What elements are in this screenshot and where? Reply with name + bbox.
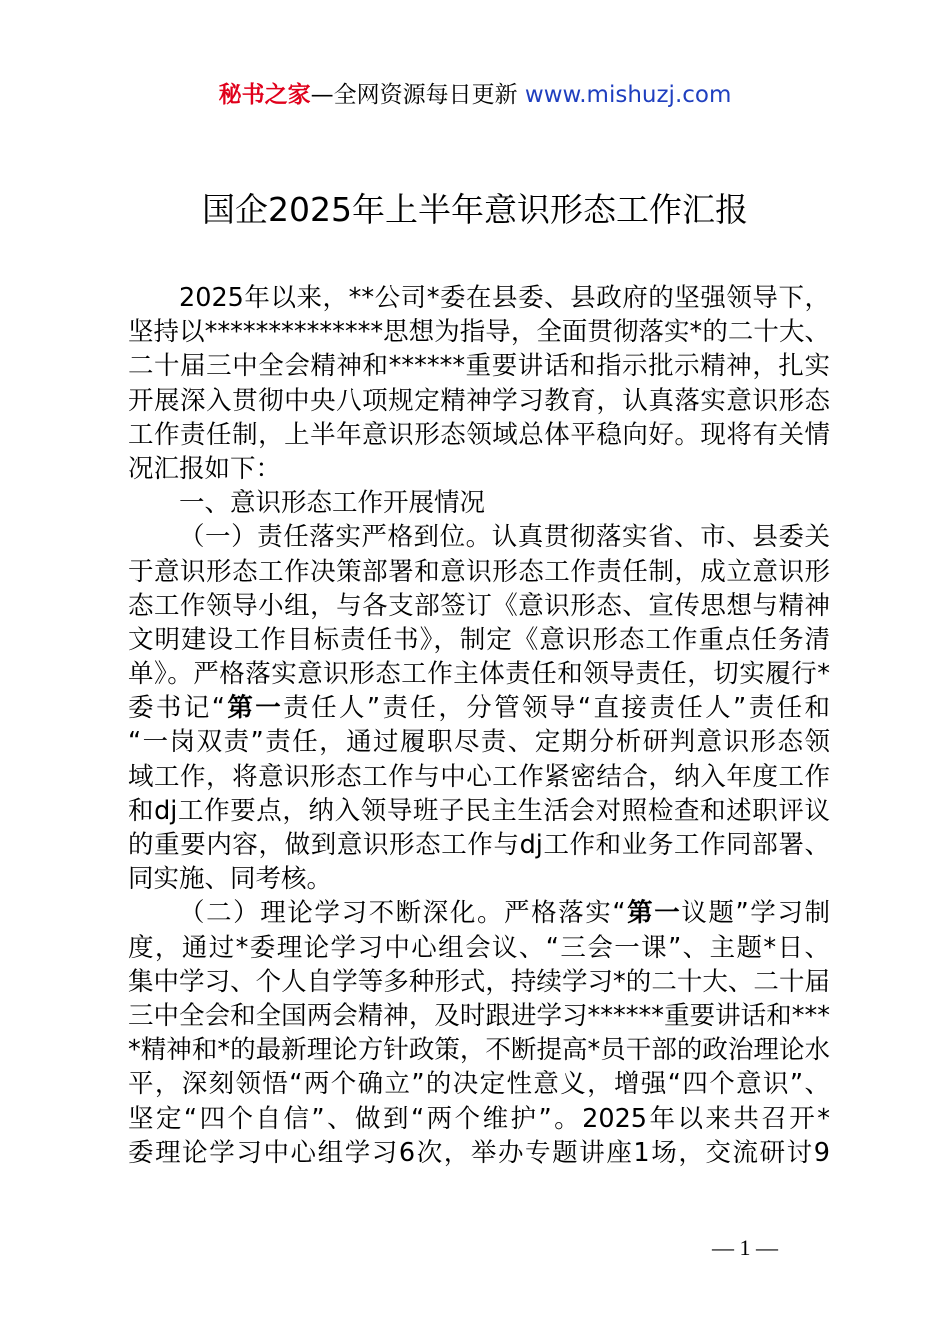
body-line: 于意识形态工作决策部署和意识形态工作责任制，成立意识形 [128,556,830,587]
body-line: 集中学习、个人自学等多种形式，持续学习*的二十大、二十届 [128,966,830,997]
page-number: — 1 — [712,1235,778,1260]
site-header [0,78,950,112]
site-url-link[interactable]: www.mishuzj.com [524,82,732,108]
body-line: 文明建设工作目标责任书》，制定《意识形态工作重点任务清 [128,624,830,655]
body-line: 工作责任制，上半年意识形态领域总体平稳向好。现将有关情 [128,419,830,450]
body-line: *精神和*的最新理论方针政策，不断提高*员干部的政治理论水 [128,1035,830,1066]
body-line: 2025年以来，**公司*委在县委、县政府的坚强领导下， [179,283,830,313]
emphasis-text: 第一 [224,693,284,724]
header-tagline: —全网资源每日更新 [310,82,518,108]
body-line: 二十届三中全会精神和******重要讲话和指示批示精神，扎实 [128,351,830,382]
document-title: 国企2025年上半年意识形态工作汇报 [202,190,748,229]
body-line: （一）责任落实严格到位。认真贯彻落实省、市、县委关 [179,522,830,553]
body-line: 的重要内容，做到意识形态工作与dj工作和业务工作同部署、 [128,830,830,860]
body-line: （二）理论学习不断深化。严格落实“第一议题”学习制 [179,898,830,929]
section-heading: 一、意识形态工作开展情况 [179,488,486,519]
brand-name: 秘书之家 [218,82,311,108]
body-line: 单》。严格落实意识形态工作主体责任和领导责任，切实履行* [128,659,830,690]
document-body [128,281,830,1170]
body-line: 况汇报如下： [128,453,282,484]
body-line: 坚持以**************思想为指导，全面贯彻落实*的二十大、 [128,317,830,348]
body-line: “一岗双责”责任，通过履职尽责、定期分析研判意识形态领 [128,727,830,758]
body-line: 态工作领导小组，与各支部签订《意识形态、宣传思想与精神 [128,590,830,621]
body-line: 和dj工作要点，纳入领导班子民主生活会对照检查和述职评议 [128,795,830,826]
body-line: 委书记“第一责任人”责任，分管领导“直接责任人”责任和 [128,693,830,724]
body-line: 坚定“四个自信”、做到“两个维护”。2025年以来共召开* [128,1103,830,1134]
body-line: 域工作，将意识形态工作与中心工作紧密结合，纳入年度工作 [128,761,830,792]
body-line: 委理论学习中心组学习6次，举办专题讲座1场，交流研讨9 [128,1137,830,1168]
body-line: 平，深刻领悟“两个确立”的决定性意义，增强“四个意识”、 [128,1069,830,1100]
body-line: 度，通过*委理论学习中心组会议、“三会一课”、主题*日、 [128,932,830,963]
body-line: 同实施、同考核。 [128,864,333,895]
body-line: 开展深入贯彻中央八项规定精神学习教育，认真落实意识形态 [128,385,830,416]
body-line: 三中全会和全国两会精神，及时跟进学习******重要讲话和*** [128,1000,830,1031]
emphasis-text: 第一 [625,898,682,929]
